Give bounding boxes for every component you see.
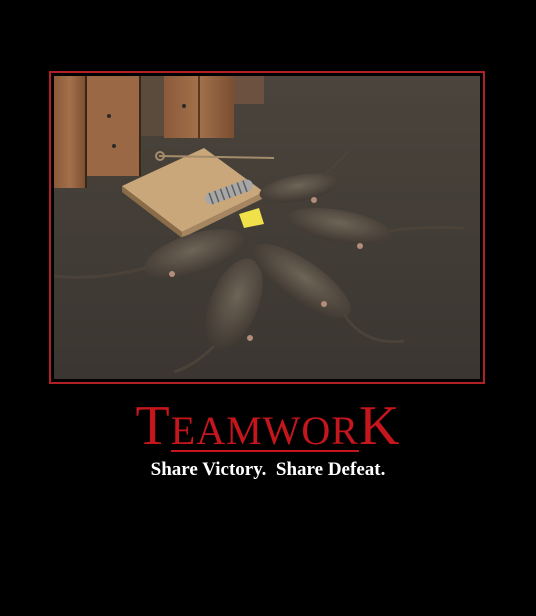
title-first-letter: T [135,395,171,457]
poster-photo [54,76,480,379]
photo-frame [49,71,485,384]
title-middle: EAMWOR [170,408,359,453]
title-last-letter: K [358,395,401,457]
poster-title [0,395,536,459]
poster-subtitle: Share Victory. Share Defeat. [150,459,386,480]
mousetrap-mice-illustration [54,76,480,379]
